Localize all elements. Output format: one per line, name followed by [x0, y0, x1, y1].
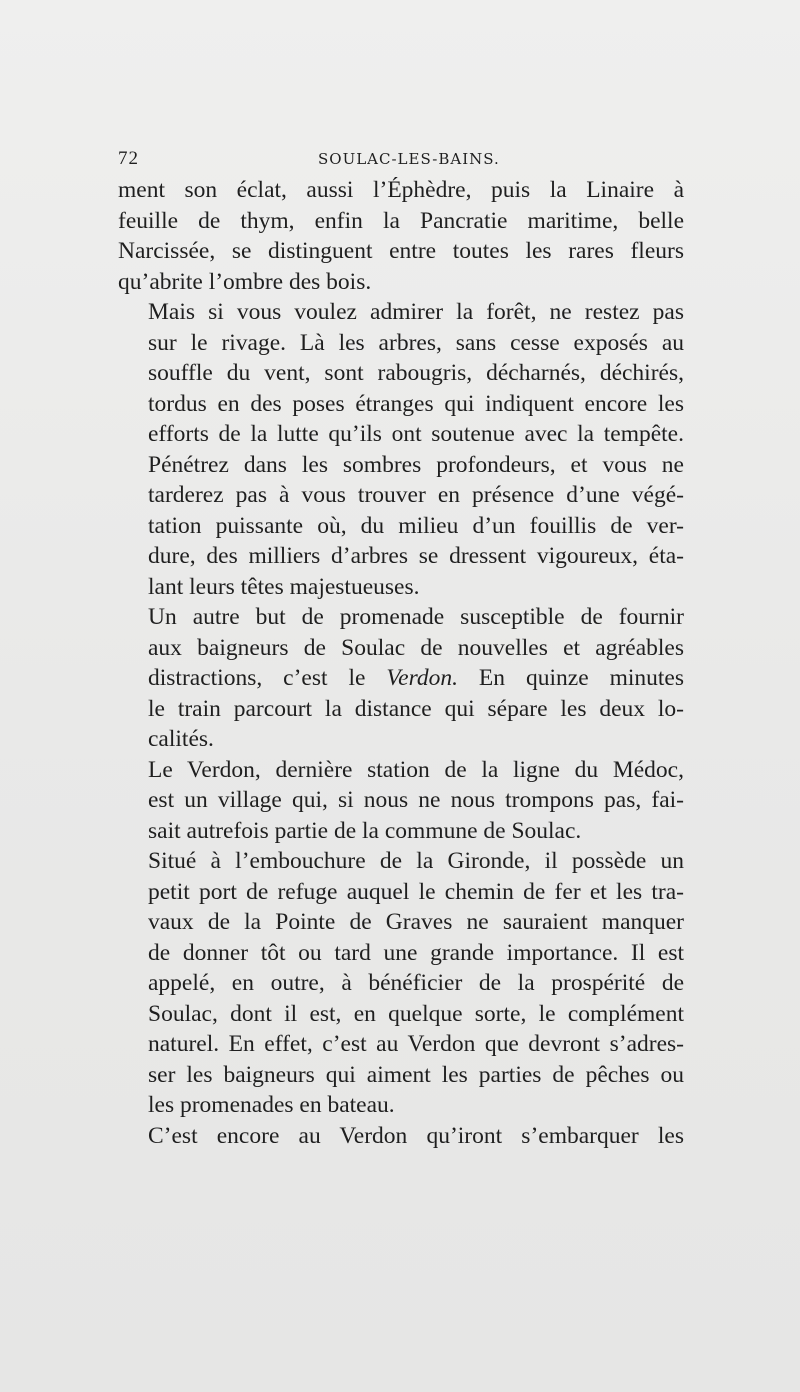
paragraph-4: [118, 755, 684, 847]
text-line: est un village qui, si nous ne nous trompons pas, fai-: [148, 787, 684, 813]
text-line: de donner tôt ou tard une grande importance. Il est: [148, 939, 684, 966]
page-number: 72: [118, 148, 139, 169]
text-segment: distractions, c’est le: [148, 665, 387, 691]
text-line: vaux de la Pointe de Graves ne sauraient manquer: [148, 909, 684, 935]
text-line: aux baigneurs de Soulac de nouvelles et agréables: [148, 634, 684, 661]
paragraph-3: [118, 602, 684, 755]
text-line: tordus en des poses étranges qui indiquent encore les: [148, 390, 684, 417]
text-line: Situé à l’embouchure de la Gironde, il possède un: [148, 848, 684, 874]
text-segment: En quinze minutes: [457, 665, 684, 691]
text-line: le train parcourt la distance qui sépare les deux lo-: [148, 695, 684, 722]
text-line: qu’abrite l’ombre des bois.: [118, 268, 372, 295]
text-line: Un autre but de promenade susceptible de fournir: [148, 604, 684, 630]
text-line: sait autrefois partie de la commune de Soulac.: [148, 817, 582, 844]
paragraph-5: [118, 846, 684, 1121]
running-title: SOULAC-LES-BAINS.: [318, 150, 500, 168]
text-line: petit port de refuge auquel le chemin de fer et les tra-: [148, 878, 684, 905]
text-line: souffle du vent, sont rabougris, décharnés, déchirés,: [148, 360, 684, 386]
text-line: Le Verdon, dernière station de la ligne du Médoc,: [148, 756, 684, 783]
text-line: tation puissante où, du milieu d’un fouillis de ver-: [148, 512, 684, 539]
text-line: ment son éclat, aussi l’Éphèdre, puis la Linaire à: [118, 177, 684, 203]
text-line: dure, des milliers d’arbres se dressent vigoureux, éta-: [148, 543, 684, 569]
page-header: [118, 148, 683, 172]
text-line: naturel. En effet, c’est au Verdon que devront s’adres-: [148, 1031, 684, 1057]
paragraph-2: [118, 297, 684, 602]
text-line: appelé, en outre, à bénéficier de la prospérité de: [148, 970, 684, 996]
text-line: Pénétrez dans les sombres profondeurs, et vous ne: [148, 451, 684, 478]
text-line: Soulac, dont il est, en quelque sorte, le complément: [148, 1000, 684, 1027]
text-line: efforts de la lutte qu’ils ont soutenue avec la tempête.: [148, 421, 684, 447]
paragraph-1: [118, 175, 684, 297]
text-line: feuille de thym, enfin la Pancratie maritime, belle: [118, 207, 684, 234]
text-line: sur le rivage. Là les arbres, sans cesse exposés au: [148, 329, 684, 356]
text-line-with-italic: [118, 663, 684, 694]
text-line: les promenades en bateau.: [148, 1092, 395, 1118]
text-line: Mais si vous voulez admirer la forêt, ne restez pas: [148, 299, 684, 325]
text-line: ser les baigneurs qui aiment les parties de pêches ou: [148, 1061, 684, 1088]
text-line: C’est encore au Verdon qu’iront s’embarquer les: [148, 1122, 684, 1149]
text-line: calités.: [148, 726, 214, 752]
text-line: lant leurs têtes majestueuses.: [148, 573, 420, 600]
text-line: Narcissée, se distinguent entre toutes les rares fleurs: [118, 238, 684, 264]
italic-place-name: Verdon.: [386, 665, 458, 691]
body-text: [118, 175, 684, 1151]
paragraph-6: [118, 1121, 684, 1152]
text-line: tarderez pas à vous trouver en présence d’une végé-: [148, 482, 684, 508]
